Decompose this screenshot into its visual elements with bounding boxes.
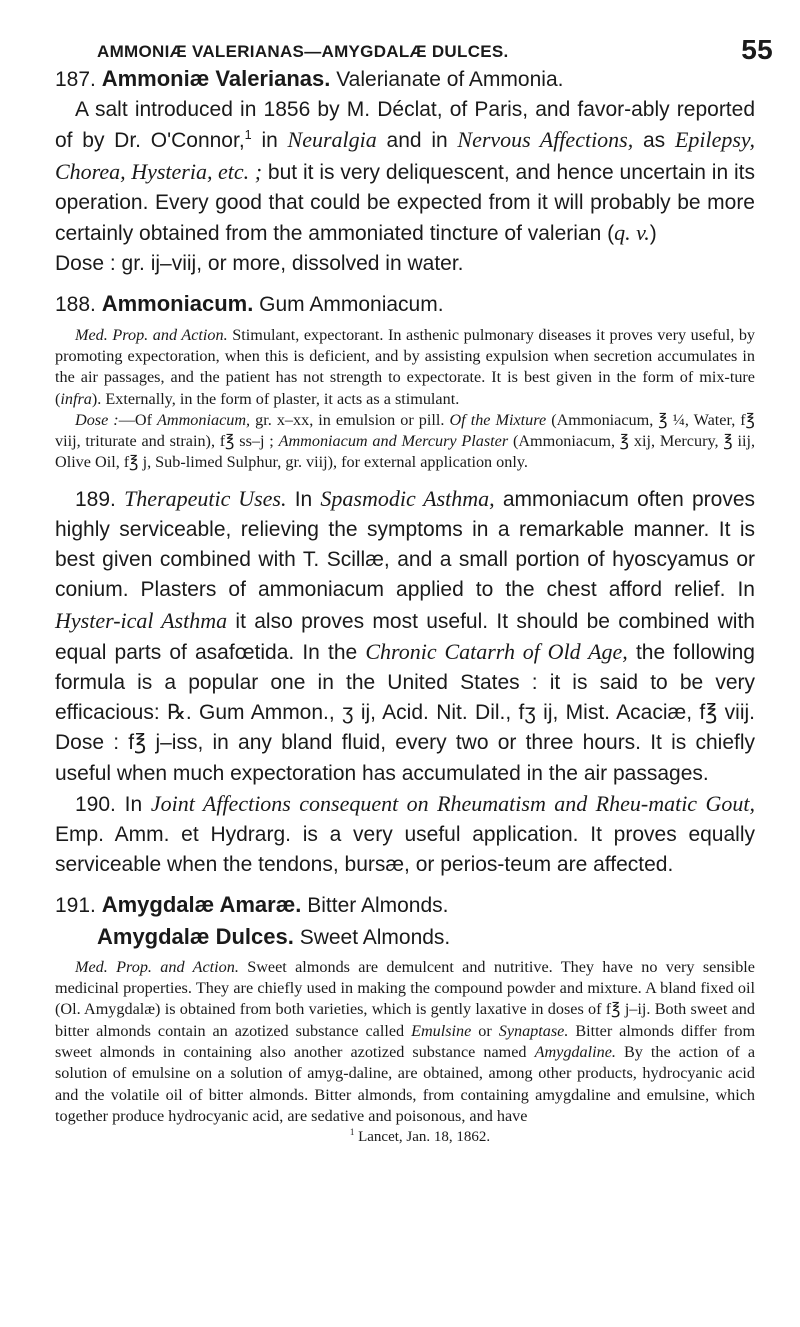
section-188-heading — [55, 289, 755, 320]
section-number: 190. — [75, 792, 116, 816]
section-191-medprop: Med. Prop. and Action. Sweet almonds are demulcent and nutritive. They have no very sensible medicinal properties. They are chiefly used in making the compound powder and mixture. A bland fixed oil (Ol. Amygdalæ) is obtained from both varieties, which is gently laxative in doses of f℥ j–ij. Both sweet and bitter almonds contain an azotized substance called Emulsine or Synaptase. Bitter almonds differ from sweet almonds in containing also another azotized substance named Amygdaline. By the action of a solution of emulsine on a solution of amyg-daline, are obtained, among other products, hydrocyanic acid and the volatile oil of bitter almonds. Bitter almonds, from containing amygdaline and emulsine, which together produce hydrocyanic acid, are sedative and poisonous, and have — [55, 957, 756, 1125]
section-title: Ammoniacum. — [101, 291, 254, 317]
page-header — [55, 30, 773, 65]
section-number: 187. — [55, 68, 96, 91]
footnote: $^1$ Lancet, Jan. 18, 1862. — [349, 1127, 491, 1146]
running-title: AMMONIÆ VALERIANAS—AMYGDALÆ DULCES. — [97, 42, 509, 61]
section-title-2: Amygdalæ Dulces. — [97, 923, 294, 949]
section-subtitle: Gum Ammoniacum. — [259, 293, 444, 317]
section-title: Amygdalæ Amaræ. — [101, 892, 302, 918]
page-number: 55 — [741, 34, 773, 65]
section-subtitle: Valerianate of Ammonia. — [336, 68, 564, 91]
section-189: 189. Therapeutic Uses. In Spasmodic Asthma, ammoniacum often proves highly serviceable, relieving the symptoms in a remarkable manner. It is best given combined with T. Scillæ, and a small portion of hyoscyamus or conium. Plasters of ammoniacum applied to the chest afford relief. In Hyster-ical Asthma it also proves most useful. It should be combined with equal parts of asafœtida. In the Chronic Catarrh of Old Age, the following formula is a popular one in the United States : it is said to be very efficacious: ℞. Gum Ammon., ʒ ij, Acid. Nit. Dil., fʒ ij, Mist. Acaciæ, f℥ viij. Dose : f℥ j–iss, in any bland fluid, every two or three hours. It is chiefly useful when much expectoration has accumulated in the air passages. — [55, 485, 755, 785]
section-191-subheading — [55, 922, 755, 953]
dose-line: Dose : gr. ij–viij, or more, dissolved in water. — [55, 252, 464, 276]
section-number: 189. — [75, 487, 116, 511]
section-187-heading — [55, 64, 755, 95]
book-page — [55, 30, 773, 1147]
section-subtitle: Bitter Almonds. — [307, 894, 449, 918]
section-190: 190. In Joint Affections consequent on Rheumatism and Rheu-matic Gout, Emp. Amm. et Hydrarg. is a very useful application. It proves equally serviceable when the tendons, bursæ, or perios-teum are affected. — [55, 790, 755, 877]
section-label: Therapeutic Uses. — [124, 485, 287, 511]
section-number: 191. — [55, 894, 96, 918]
section-188-medprop: Med. Prop. and Action. Stimulant, expectorant. In asthenic pulmonary diseases it proves very useful, by promoting expectoration, when this is deficient, and by assisting expulsion when secretion accumulates in the air passages, and the patient has not strength to expectorate. It is best given in the form of mix-ture (infra). Externally, in the form of plaster, it acts as a stimulant. — [55, 325, 756, 408]
section-title: Ammoniæ Valerianas. — [101, 66, 331, 91]
section-191-heading — [55, 890, 755, 921]
section-subtitle-2: Sweet Almonds. — [299, 925, 451, 949]
section-187-body: A salt introduced in 1856 by M. Déclat, of Paris, and favor-ably reported of by Dr. O'Connor,$^1$ in Neuralgia and in Nervous Affections, as Epilepsy, Chorea, Hysteria, etc. ; but it is very deliquescent, and hence uncertain in its operation. Every good that could be expected from it will probably be more certainly obtained from the ammoniated tincture of valerian (q. v.) Dose : gr. ij–viij, or more, dissolved in water. — [55, 98, 755, 276]
section-188-dose: Dose :—Of Ammoniacum, gr. x–xx, in emulsion or pill. Of the Mixture (Ammoniacum, ℥ ¼, Water, f℥ viij, triturate and strain), f℥ ss–j ; Ammoniacum and Mercury Plaster (Ammoniacum, ℥ xij, Mercury, ℥ iij, Olive Oil, f℥ j, Sub-limed Sulphur, gr. viij), for external application only. — [55, 410, 756, 472]
section-number: 188. — [55, 293, 96, 317]
